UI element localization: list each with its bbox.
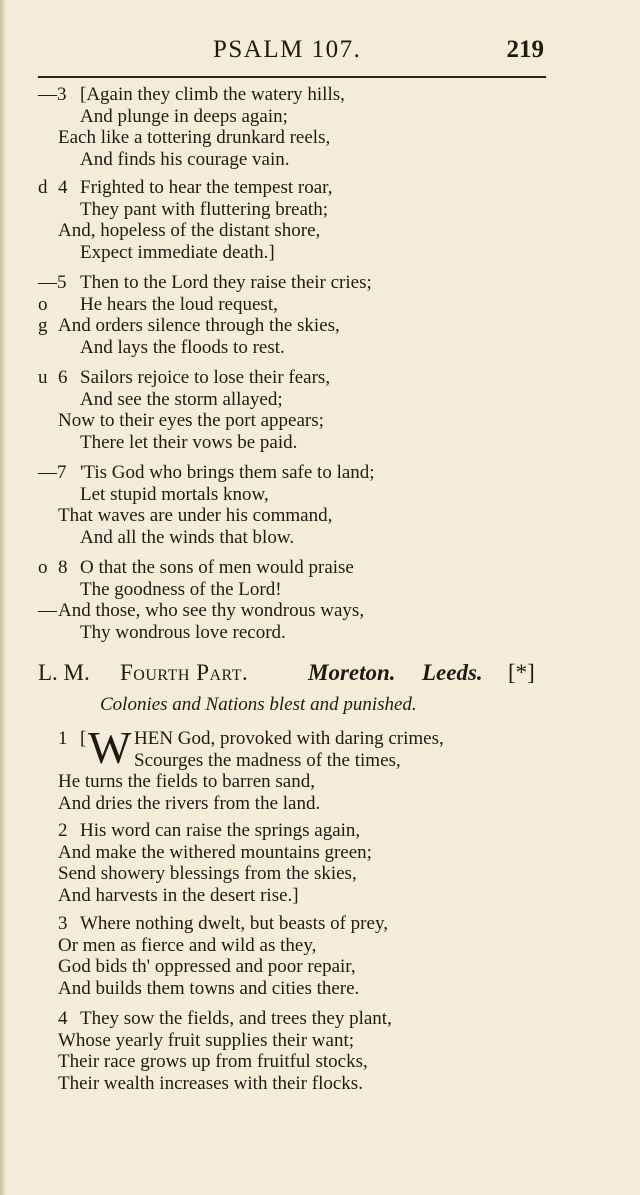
stanza-7 — [38, 462, 558, 548]
verse-line — [38, 913, 558, 935]
verse-text: And those, who see thy wondrous ways, — [58, 600, 365, 621]
verse-text: Their race grows up from fruitful stocks, — [58, 1051, 368, 1072]
verse-text: And orders silence through the skies, — [58, 315, 340, 336]
meter-label: L. M. — [38, 660, 90, 685]
verse-line — [38, 127, 558, 149]
verse-line — [38, 863, 558, 885]
verse-text: And see the storm allayed; — [80, 388, 283, 410]
verse-mark: —7 — [38, 462, 67, 483]
verse-text: Expect immediate death.] — [80, 241, 275, 263]
stanza-6 — [38, 367, 558, 453]
tune-name-moreton: Moreton. — [308, 660, 396, 685]
verse-line — [38, 242, 558, 264]
dynamic-mark: u — [38, 367, 48, 388]
verse-line — [38, 367, 558, 389]
verse-text: Frighted to hear the tempest roar, — [80, 177, 333, 198]
verse-line — [38, 484, 558, 506]
stanza-4 — [38, 177, 558, 263]
tune-name-leeds: Leeds. — [422, 660, 483, 685]
verse-line — [38, 1030, 558, 1052]
verse-text: Send showery blessings from the skies, — [58, 863, 357, 884]
verse-line — [38, 337, 558, 359]
verse-text: He hears the loud request, — [80, 293, 278, 315]
verse-line — [38, 600, 558, 622]
header-rule — [38, 76, 546, 78]
verse-line — [38, 462, 558, 484]
page-edge-shadow — [0, 0, 6, 1195]
verse-line — [38, 505, 558, 527]
verse-text: Let stupid mortals know, — [80, 483, 269, 505]
part-heading — [38, 660, 558, 690]
dynamic-mark: o — [38, 557, 48, 578]
verse-text: There let their vows be paid. — [80, 431, 298, 453]
verse-line — [38, 793, 558, 815]
verse-line — [38, 1073, 558, 1095]
verse-line — [38, 622, 558, 644]
verse-text: And all the winds that blow. — [80, 526, 295, 548]
opening-bracket: [ — [80, 728, 87, 749]
verse-text: They sow the fields, and trees they plant, — [80, 1008, 392, 1029]
verse-mark: —3 — [38, 84, 67, 105]
verse-text: God bids th' oppressed and poor repair, — [58, 956, 356, 977]
verse-line — [38, 432, 558, 454]
verse-line — [38, 1051, 558, 1073]
verse-line — [38, 410, 558, 432]
verse-text: And dries the rivers from the land. — [58, 792, 321, 814]
verse-text: O that the sons of men would praise — [80, 557, 354, 578]
page-number: 219 — [506, 36, 544, 63]
verse-text: And lays the floods to rest. — [80, 336, 285, 358]
verse-line — [38, 527, 558, 549]
verse-line — [38, 579, 558, 601]
verse-text: The goodness of the Lord! — [80, 578, 282, 600]
verse-line — [38, 842, 558, 864]
verse-line — [38, 389, 558, 411]
verse-text: Whose yearly fruit supplies their want; — [58, 1029, 355, 1051]
verse-line — [38, 149, 558, 171]
stanza-8 — [38, 557, 558, 643]
verse-line — [38, 820, 558, 842]
verse-text: And builds them towns and cities there. — [58, 977, 360, 999]
verse-line — [38, 177, 558, 199]
verse-line — [38, 956, 558, 978]
verse-line — [38, 272, 558, 294]
verse-line — [38, 84, 558, 106]
verse-text: Or men as fierce and wild as they, — [58, 934, 317, 956]
verse-line — [38, 750, 558, 772]
verse-line — [38, 978, 558, 1000]
verse-number: 4 — [58, 1008, 68, 1029]
verse-text: Then to the Lord they raise their cries; — [80, 272, 372, 293]
tune-marker: [*] — [508, 660, 535, 685]
stanza-b3 — [38, 913, 558, 999]
verse-text: 'Tis God who brings them safe to land; — [80, 462, 375, 483]
stanza-3 — [38, 84, 558, 170]
verse-text: Where nothing dwelt, but beasts of prey, — [80, 913, 388, 934]
verse-text: That waves are under his command, — [58, 505, 333, 526]
verse-text: Thy wondrous love record. — [80, 621, 286, 643]
running-title: PSALM 107. — [213, 36, 362, 63]
verse-text: And finds his courage vain. — [80, 148, 290, 170]
verse-text: Each like a tottering drunkard reels, — [58, 127, 331, 148]
verse-number: 4 — [58, 177, 68, 198]
verse-text: Scourges the madness of the times, — [134, 749, 401, 771]
verse-number: 8 — [58, 557, 68, 578]
verse-mark: —5 — [38, 272, 67, 293]
verse-number: 1 — [58, 728, 68, 749]
verse-text: Their wealth increases with their flocks. — [58, 1072, 363, 1094]
verse-mark: — — [38, 600, 57, 621]
drop-cap: W — [88, 722, 132, 773]
verse-line — [38, 1008, 558, 1030]
verse-line — [38, 294, 558, 316]
verse-number: 3 — [58, 913, 68, 934]
verse-text: He turns the fields to barren sand, — [58, 771, 315, 792]
verse-text: His word can raise the springs again, — [80, 820, 361, 841]
dynamic-mark: o — [38, 293, 48, 315]
dynamic-mark: d — [38, 177, 48, 198]
verse-text: And plunge in deeps again; — [80, 105, 288, 127]
verse-line — [38, 557, 558, 579]
hymn-subtitle: Colonies and Nations blest and punished. — [100, 694, 417, 715]
part-label: Fourth Part. — [120, 660, 249, 685]
verse-text: And, hopeless of the distant shore, — [58, 220, 321, 241]
stanza-b1 — [38, 722, 558, 814]
page-header — [38, 36, 550, 70]
verse-number: 6 — [58, 367, 68, 388]
verse-line — [38, 771, 558, 793]
verse-line — [38, 315, 558, 337]
verse-text: And make the withered mountains green; — [58, 841, 372, 863]
verse-text: Now to their eyes the port appears; — [58, 410, 324, 431]
stanza-5 — [38, 272, 558, 358]
verse-number: 2 — [58, 820, 68, 841]
dynamic-mark: g — [38, 315, 48, 336]
verse-text: HEN God, provoked with daring crimes, — [134, 728, 444, 749]
verse-text: [Again they climb the watery hills, — [80, 84, 345, 105]
stanza-b4 — [38, 1008, 558, 1094]
verse-line — [38, 220, 558, 242]
verse-text: Sailors rejoice to lose their fears, — [80, 367, 331, 388]
stanza-b2 — [38, 820, 558, 906]
verse-text: And harvests in the desert rise.] — [58, 884, 299, 906]
verse-line — [38, 199, 558, 221]
verse-line — [38, 885, 558, 907]
verse-line — [38, 106, 558, 128]
verse-line — [38, 935, 558, 957]
verse-text: They pant with fluttering breath; — [80, 198, 328, 220]
